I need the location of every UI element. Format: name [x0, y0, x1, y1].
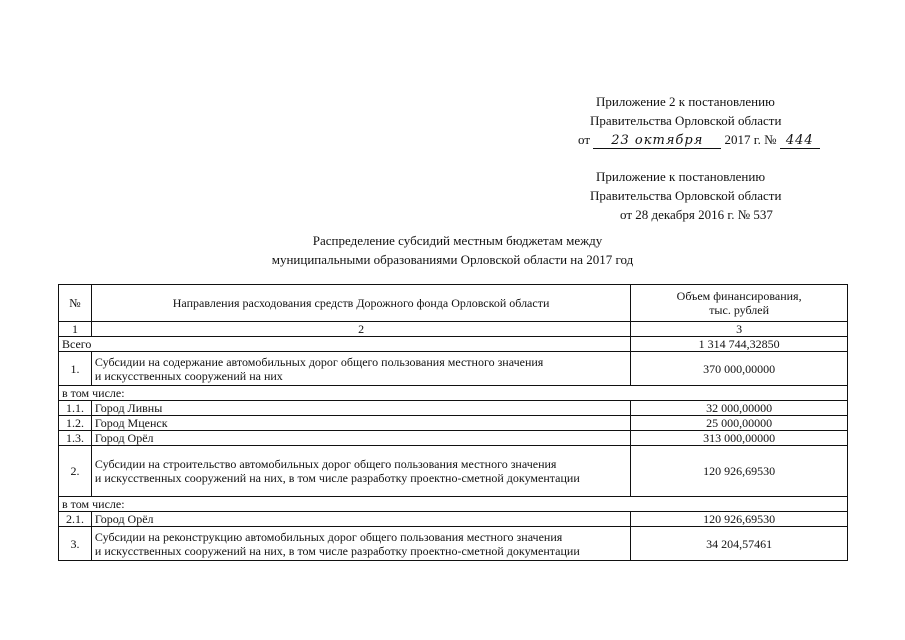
row-text — [91, 352, 630, 386]
appendix-year-text: 2017 г. № — [724, 132, 777, 147]
row-text: Город Мценск — [91, 416, 630, 431]
row-text: Город Ливны — [91, 401, 630, 416]
title-line-1: Распределение субсидий местным бюджетам между — [312, 233, 603, 248]
total-label: Всего — [59, 337, 631, 352]
appendix-line-1: Приложение 2 к постановлению — [596, 94, 775, 109]
row-text-line-2: и искусственных сооружений на них, в том числе разработку проектно-сметной документации — [94, 471, 580, 485]
row-num: 2.1. — [59, 512, 92, 527]
section-label: в том числе: — [59, 386, 848, 401]
row-num: 1.1. — [59, 401, 92, 416]
table-header-row — [59, 285, 848, 322]
table-row — [59, 512, 848, 527]
row-text-line-1: Субсидии на строительство автомобильных дорог общего пользования местного значения — [94, 457, 557, 471]
decree-line-1: Приложение к постановлению — [596, 169, 766, 184]
row-amount: 32 000,00000 — [631, 401, 848, 416]
total-row — [59, 337, 848, 352]
row-amount: 120 926,69530 — [631, 512, 848, 527]
section-row — [59, 386, 848, 401]
row-text — [91, 446, 630, 497]
decree-line-2: Правительства Орловской области — [590, 188, 782, 203]
subsidy-table — [58, 284, 848, 561]
row-num: 1.3. — [59, 431, 92, 446]
col-number-2: 2 — [91, 322, 630, 337]
row-amount: 313 000,00000 — [631, 431, 848, 446]
row-text-line-2: и искусственных сооружений на них — [94, 368, 283, 383]
section-row — [59, 497, 848, 512]
decree-line-3: от 28 декабря 2016 г. № 537 — [620, 207, 773, 222]
row-text: Город Орёл — [91, 512, 630, 527]
header-amount-line-2: тыс. рублей — [709, 303, 770, 317]
row-text-line-2: и искусственных сооружений на них, в том числе разработку проектно-сметной документации — [94, 543, 580, 558]
handwritten-number: 444 — [780, 134, 820, 149]
row-amount: 25 000,00000 — [631, 416, 848, 431]
col-number-3: 3 — [631, 322, 848, 337]
appendix-date-line — [560, 130, 845, 149]
table-row — [59, 401, 848, 416]
header-amount-line-1: Объем финансирования, — [676, 289, 802, 303]
appendix-header — [560, 92, 845, 149]
row-num: 3. — [59, 527, 92, 561]
row-amount: 34 204,57461 — [631, 527, 848, 561]
row-amount: 120 926,69530 — [631, 446, 848, 497]
row-text-line-1: Субсидии на реконструкцию автомобильных дорог общего пользования местного значения — [94, 529, 563, 544]
decree-header — [560, 167, 845, 224]
row-text — [91, 527, 630, 561]
total-amount: 1 314 744,32850 — [631, 337, 848, 352]
table-row — [59, 352, 848, 386]
header-direction: Направления расходования средств Дорожного фонда Орловской области — [91, 285, 630, 322]
header-amount — [631, 285, 848, 322]
row-text: Город Орёл — [91, 431, 630, 446]
section-label: в том числе: — [59, 497, 848, 512]
appendix-date-prefix: от — [578, 132, 591, 147]
row-text-line-1: Субсидии на содержание автомобильных дорог общего пользования местного значения — [94, 354, 544, 369]
col-number-1: 1 — [59, 322, 92, 337]
document-title — [0, 231, 905, 269]
table-row — [59, 446, 848, 497]
row-amount: 370 000,00000 — [631, 352, 848, 386]
table-row — [59, 416, 848, 431]
appendix-line-2: Правительства Орловской области — [590, 113, 782, 128]
table-row — [59, 527, 848, 561]
row-num: 1. — [59, 352, 92, 386]
title-line-2: муниципальными образованиями Орловской области на 2017 год — [271, 252, 634, 267]
table-row — [59, 431, 848, 446]
handwritten-date: 23 октября — [593, 134, 721, 149]
row-num: 2. — [59, 446, 92, 497]
header-num: № — [59, 285, 92, 322]
row-num: 1.2. — [59, 416, 92, 431]
column-number-row — [59, 322, 848, 337]
